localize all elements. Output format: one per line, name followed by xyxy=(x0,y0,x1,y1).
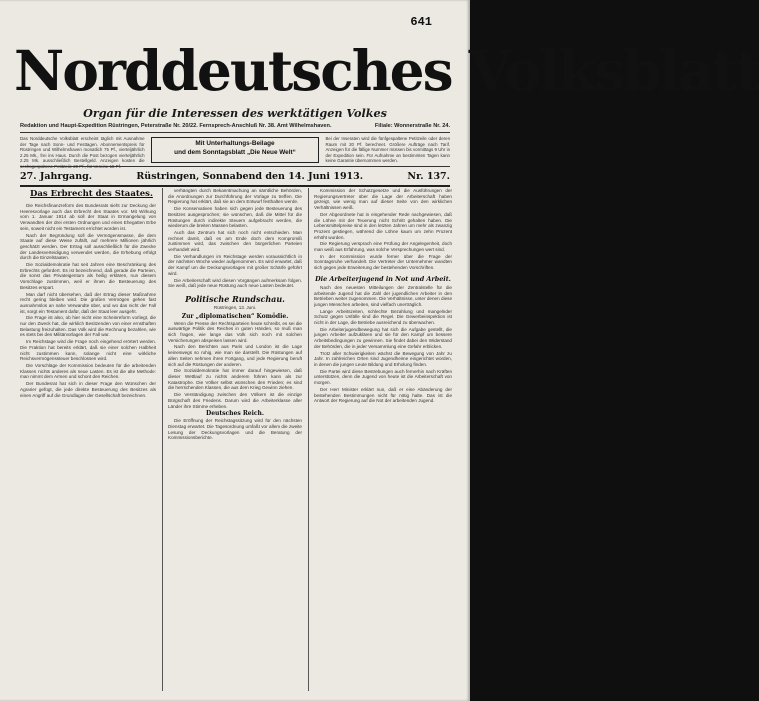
article-paragraph: Die Partei wird diese Bestrebungen auch fernerhin nach Kräften unterstützen, denn die Jugend von heute ist die Arbeiterschaft von morgen. xyxy=(314,368,452,386)
article-paragraph: Kommission der Schutzgesetze und die Ausführungen der Regierungsvertreter über die Lage der Arbeiterschaft haben gezeigt, wie wenig man auf dieser Seite von den wirklichen Verhältnissen weiß. xyxy=(314,188,452,211)
subscription-info: Das Norddeutsche Volksblatt erscheint täglich mit Ausnahme der Tage nach Sonn- und Festtagen. Abonnementspreis für Rüstringen und Wilhelmshaven monatlich 75 Pf., vierteljährlich 2.25 Mk., frei ins Haus. Durch die Post bezogen vierteljährlich 2.25 Mk. ausschließlich Bestellgeld. Anzeigen kosten die sechsgespaltene Petitzeile 20 Pf., für Vereine 15 Pf. xyxy=(20,136,145,169)
supplement-line-1: Mit Unterhaltungs-Beilage xyxy=(195,140,275,147)
article-paragraph: Nach der Begründung soll die Vermögensmasse, die dem Staate auf diese Weise zufällt, auf mehrere Millionen jährlich geschätzt werden. Der Ertrag soll ausschließlich für die Zwecke der Landesverteidigung verwendet werden, die Erhebung erfolgt durch die Einzelstaaten. xyxy=(20,232,156,261)
divider-rule xyxy=(20,185,450,187)
volume-label: 27. Jahrgang. xyxy=(20,170,93,182)
issue-number: Nr. 137. xyxy=(407,170,450,182)
page-number: 641 xyxy=(410,15,432,29)
article-heading: Das Erbrecht des Staates. xyxy=(30,189,153,199)
column-1 xyxy=(20,188,156,701)
article-paragraph: Die Konservativen haben sich gegen jede Besteuerung des Besitzes ausgesprochen; sie wünschen, daß die Mittel für die Rüstungen durch indirekte Steuern aufgebracht werden, die wiederum die breiten Massen belasten. xyxy=(168,206,302,229)
article-paragraph: Die Arbeiterjugendbewegung hat sich die Aufgabe gestellt, die jungen Arbeiter aufzuklären und sie für den Kampf um bessere Arbeitsbedingungen zu gewinnen. Sie findet dabei den Widerstand der Behörden, die in jeder Versammlung eine Gefahr erblicken. xyxy=(314,326,452,349)
article-paragraph: Wenn die Presse der Rechtsparteien heute schreibt, es sei die auswärtige Politik des Reiches in guten Händen, so muß man sich fragen, wie lange das Volk sich noch mit solchen Versicherungen abspeisen lassen wird. xyxy=(168,320,302,343)
column-2 xyxy=(168,188,302,701)
section-heading: Politische Rundschau. xyxy=(185,293,285,304)
article-paragraph: Die Vorschläge der Kommission bedeuten für die arbeitenden Klassen nichts anderes als neue Lasten. Es ist die alte Methode: man nimmt dem Armen und schont den Reichen. xyxy=(20,362,156,380)
publisher-line xyxy=(20,122,450,130)
divider-rule xyxy=(20,132,450,133)
article-paragraph: Der Herr Minister erklärt nun, daß er eine Abänderung der bestehenden Bestimmungen nicht für nötig halte. Das ist die Antwort der Regierung auf die Not der arbeitenden Jugend. xyxy=(314,386,452,404)
article-paragraph: Die Verhandlungen im Reichstage werden voraussichtlich in der nächsten Woche wieder aufgenommen. Es wird erwartet, daß der Kampf um die Deckungsvorlagen mit großer Schärfe geführt wird. xyxy=(168,253,302,276)
article-paragraph: Auch das Zentrum hat sich noch nicht entschieden. Man rechnet damit, daß es am Ende doch dem Kompromiß zustimmen wird, das zwischen den bürgerlichen Parteien verhandelt wird. xyxy=(168,229,302,253)
masthead-title: Norddeutsches Volksblatt xyxy=(14,38,759,103)
info-row xyxy=(20,136,451,169)
article-paragraph: Die Sozialdemokratie hat immer darauf hingewiesen, daß dieser Wettlauf zu nichts anderem führen kann als zur Katastrophe. Die Völker selbst wünschen den Frieden; es sind die herrschenden Klassen, die aus dem Krieg Gewinn ziehen. xyxy=(168,368,302,391)
article-paragraph: Die Eröffnung der Reichstagssitzung wird für den nächsten Dienstag erwartet. Die Tagesordnung umfaßt vor allem die zweite Lesung der Deckungsvorlagen und die Beratung der Kommissionsberichte. xyxy=(168,418,302,441)
article-paragraph: Die Regierung versprach eine Prüfung der Angelegenheit, doch man weiß aus Erfahrung, was solche Versprechungen wert sind. xyxy=(314,241,452,253)
article-paragraph: Man darf nicht übersehen, daß der Ertrag dieser Maßnahme recht gering bleiben wird. Die großen Vermögen gehen fast ausnahmslos an nahe Verwandte über, und wo das nicht der Fall ist, sorgt ein Testament dafür, daß der Staat leer ausgeht. xyxy=(20,291,156,314)
advert-rates-info: Bei der Inseraten wird die fünfgespaltene Petitzeile oder deren Raum mit 20 Pf. berechnet. Größere Aufträge nach Tarif. Anzeigen für die fällige Nummer müssen bis vormittags 9 Uhr in der Expedition sein. Für Aufnahme an bestimmten Tagen kann keine Garantie übernommen werden. xyxy=(325,136,451,164)
article-paragraph: Die Frage ist also, ob hier nicht eine Scheinreform vorliegt, die nur den Zweck hat, die wirklich Besitzenden von einer ernsthaften Belastung freizuhalten. Das Volk wird die Rechnung bezahlen, wie es stets bei den Militärvorlagen der Fall war. xyxy=(20,315,156,338)
section-dateline: Rüstringen, 13. Juni. xyxy=(213,304,257,310)
article-subheading: Zur „diplomatischen“ Komödie. xyxy=(181,312,289,320)
article-paragraph: Nach den neuesten Mitteilungen der Zentralstelle für die arbeitende Jugend hat die Zahl der jugendlichen Arbeiter in den Betrieben weiter zugenommen. Die Verhältnisse, unter denen diese jungen Menschen arbeiten, sind vielfach unerträglich. xyxy=(314,284,452,307)
column-divider xyxy=(308,188,309,691)
article-paragraph: Die Arbeiterschaft wird diesen Vorgängen aufmerksam folgen. Sie weiß, daß jede neue Rüstung auch neue Lasten bedeutet. xyxy=(168,277,302,289)
article-paragraph: Lange Arbeitszeiten, schlechte Bezahlung und mangelnder Schutz gegen Unfälle sind die Regel. Die Gewerbeinspektion ist nicht in der Lage, die Betriebe ausreichend zu überwachen. xyxy=(314,308,452,326)
article-heading: Die Arbeiterjugend in Not und Arbeit. xyxy=(315,274,451,283)
column-3 xyxy=(314,188,452,701)
article-paragraph: verhängten durch Bekanntmachung an sämtliche Behörden, die Anordnungen zur Durchführung der Vorlage zu treffen. Die Regierung hat erklärt, daß sie an dem Entwurf festhalten werde. xyxy=(168,188,302,205)
supplement-box xyxy=(151,137,320,163)
supplement-line-2: und dem Sonntagsblatt „Die Neue Welt“ xyxy=(174,148,296,156)
article-paragraph: Die Verständigung zwischen den Völkern ist die einzige Bürgschaft des Friedens. Darum wird die Arbeiterklasse aller Länder ihre Stimme erheben. xyxy=(168,392,302,409)
branch-address: Filiale: Wonnerstraße Nr. 24. xyxy=(374,123,450,129)
article-paragraph: Die Reichsfinanzreform des Bundesrats sieht zur Deckung der Heeresvorlage auch das Erbrecht des Staates vor. Mit Wirkung vom 1. Januar 1914 ab soll der Staat in Ermangelung von Verwandten der drei ersten Ordnungen und eines Ehegatten Erbe sein, soweit nicht ein Testament errichtet worden ist. xyxy=(20,203,156,231)
article-paragraph: Die Sozialdemokratie hat seit Jahren eine Beschränkung des Erbrechts gefordert. Es ist bezeichnend, daß gerade die Parteien, die sonst das Privateigentum als heilig erklären, nun diesem Vorschlage zustimmen, weil er ihnen die Besteuerung des Besitzes erspart. xyxy=(20,262,156,290)
dateline xyxy=(20,169,450,183)
article-paragraph: In der Kommission wurde ferner über die Frage der Sonntagsruhe verhandelt. Die Vertreter der Unternehmer wandten sich gegen jede Erweiterung der bestehenden Vorschriften. xyxy=(314,253,452,271)
article-paragraph: Der Abgeordnete hat in eingehender Rede nachgewiesen, daß die Löhne mit der Teuerung nicht Schritt gehalten haben. Die Lebensmittelpreise sind in den letzten Jahren um mehr als zwanzig Prozent gestiegen, während die Löhne kaum um zehn Prozent erhöht wurden. xyxy=(314,211,452,240)
article-paragraph: Nach den Berichten aus Paris und London ist die Lage keineswegs so ruhig, wie man sie darstellt. Die Rüstungen auf allen Seiten nehmen ihren Fortgang, und jede Regierung beruft sich auf die Rüstungen der anderen. xyxy=(168,344,302,367)
article-paragraph: Trotz aller Schwierigkeiten wächst die Bewegung von Jahr zu Jahr. In zahlreichen Orten sind Jugendheime eingerichtet worden, in denen die jungen Leute Bildung und Erholung finden. xyxy=(314,350,452,367)
publisher-address: Redaktion und Haupt-Expedition Rüstringen, Peterstraße Nr. 20/22. Fernsprech-Anschluß Nr. 38. Amt Wilhelmshaven. xyxy=(20,123,332,129)
article-paragraph: Im Reichstage wird die Frage noch eingehend erörtert werden. Die Fraktion hat bereits erklärt, daß sie einer solchen Halbheit nicht zustimmen kann, solange nicht eine wirkliche Reichsvermögenssteuer beschlossen wird. xyxy=(20,339,156,362)
divider-rule xyxy=(20,166,450,167)
article-subheading: Deutsches Reich. xyxy=(205,410,265,418)
masthead-subtitle: Organ für die Interessen des werktätigen Volkes xyxy=(83,106,387,120)
article-paragraph: Der Bundesrat hat sich in dieser Frage den Wünschen der Agrarier gefügt, die jede direkte Besteuerung des Besitzes als einen Angriff auf die Grundlagen der Gesellschaft bezeichnen. xyxy=(20,381,156,398)
column-divider xyxy=(162,188,163,691)
place-date: Rüstringen, Sonnabend den 14. Juni 1913. xyxy=(136,170,364,182)
